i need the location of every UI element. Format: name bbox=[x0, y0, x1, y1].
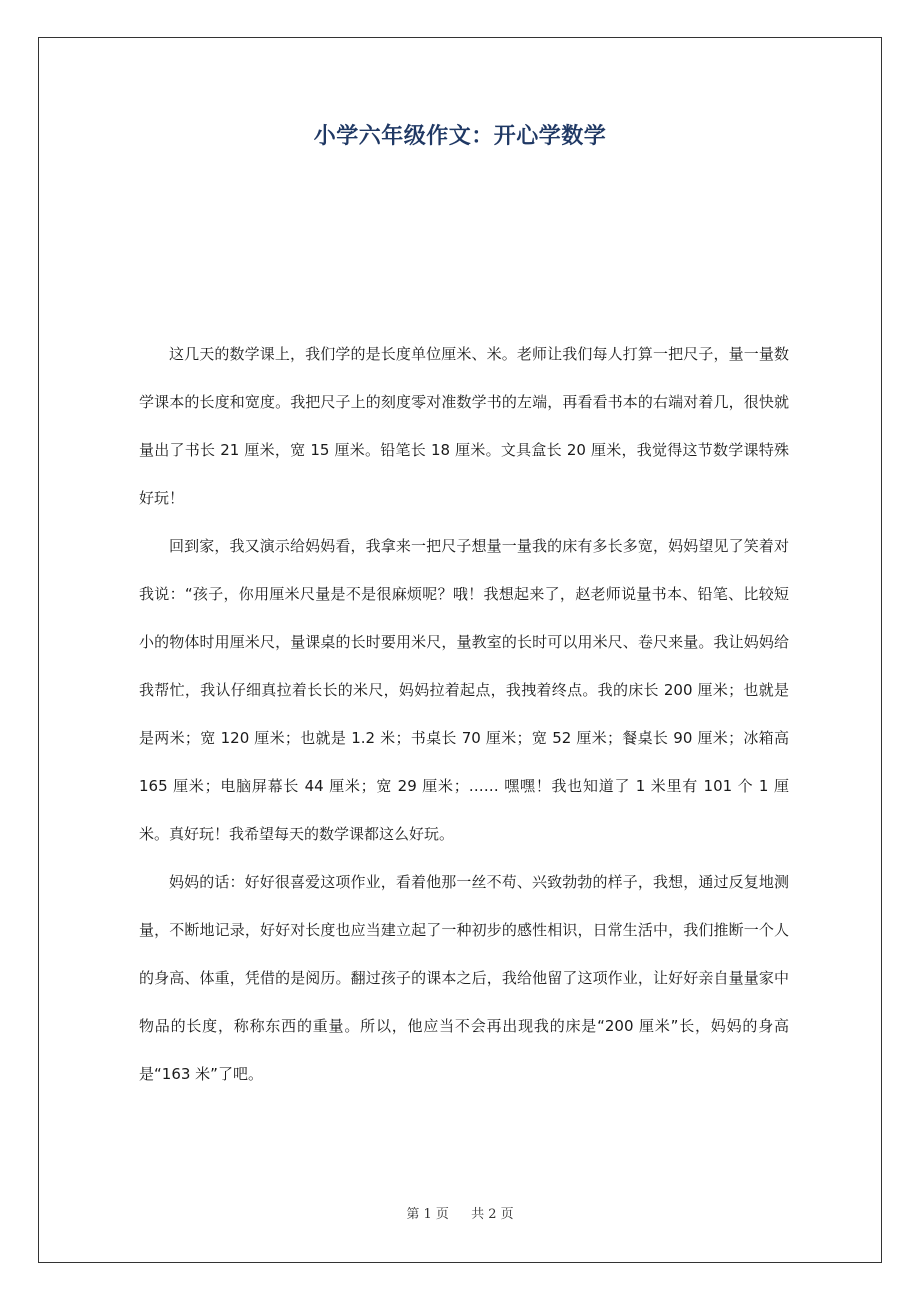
paragraph-3: 妈妈的话：好好很喜爱这项作业，看着他那一丝不苟、兴致勃勃的样子，我想，通过反复地测量，不断地记录，好好对长度也应当建立起了一种初步的感性相识，日常生活中，我们推断一个人的身高、体重，凭借的是阅历。翻过孩子的课本之后，我给他留了这项作业，让好好亲自量量家中物品的长度，称称东西的重量。所以，他应当不会再出现我的床是“200 厘米”长，妈妈的身高是“163 米”了吧。 bbox=[139, 873, 789, 1083]
page-number-total: 共 2 页 bbox=[471, 1207, 514, 1222]
paragraph-2: 回到家，我又演示给妈妈看，我拿来一把尺子想量一量我的床有多长多宽，妈妈望见了笑着对我说：“孩子，你用厘米尺量是不是很麻烦呢？哦！我想起来了，赵老师说量书本、铅笔、比较短小的物体时用厘米尺，量课桌的长时要用米尺，量教室的长时可以用米尺、卷尺来量。我让妈妈给我帮忙，我认仔细真拉着长长的米尺，妈妈拉着起点，我拽着终点。我的床长 200 厘米；也就是是两米；宽 120 厘米；也就是 1.2 米；书桌长 70 厘米；宽 52 厘米；餐桌长 90 厘米；冰箱高 165 厘米；电脑屏幕长 44 厘米；宽 29 厘米；…… 嘿嘿！我也知道了 1 米里有 101 个 1 厘米。真好玩！我希望每天的数学课都这么好玩。 bbox=[139, 537, 789, 843]
page-number-current: 第 1 页 bbox=[406, 1207, 449, 1222]
paragraph-1: 这几天的数学课上，我们学的是长度单位厘米、米。老师让我们每人打算一把尺子，量一量数学课本的长度和宽度。我把尺子上的刻度零对准数学书的左端，再看看书本的右端对着几，很快就量出了书长 21 厘米，宽 15 厘米。铅笔长 18 厘米。文具盒长 20 厘米，我觉得这节数学课特殊好玩！ bbox=[139, 345, 789, 507]
document-body bbox=[139, 330, 789, 1098]
document-title: 小学六年级作文：开心学数学 bbox=[313, 124, 607, 149]
page-footer bbox=[0, 1204, 920, 1226]
